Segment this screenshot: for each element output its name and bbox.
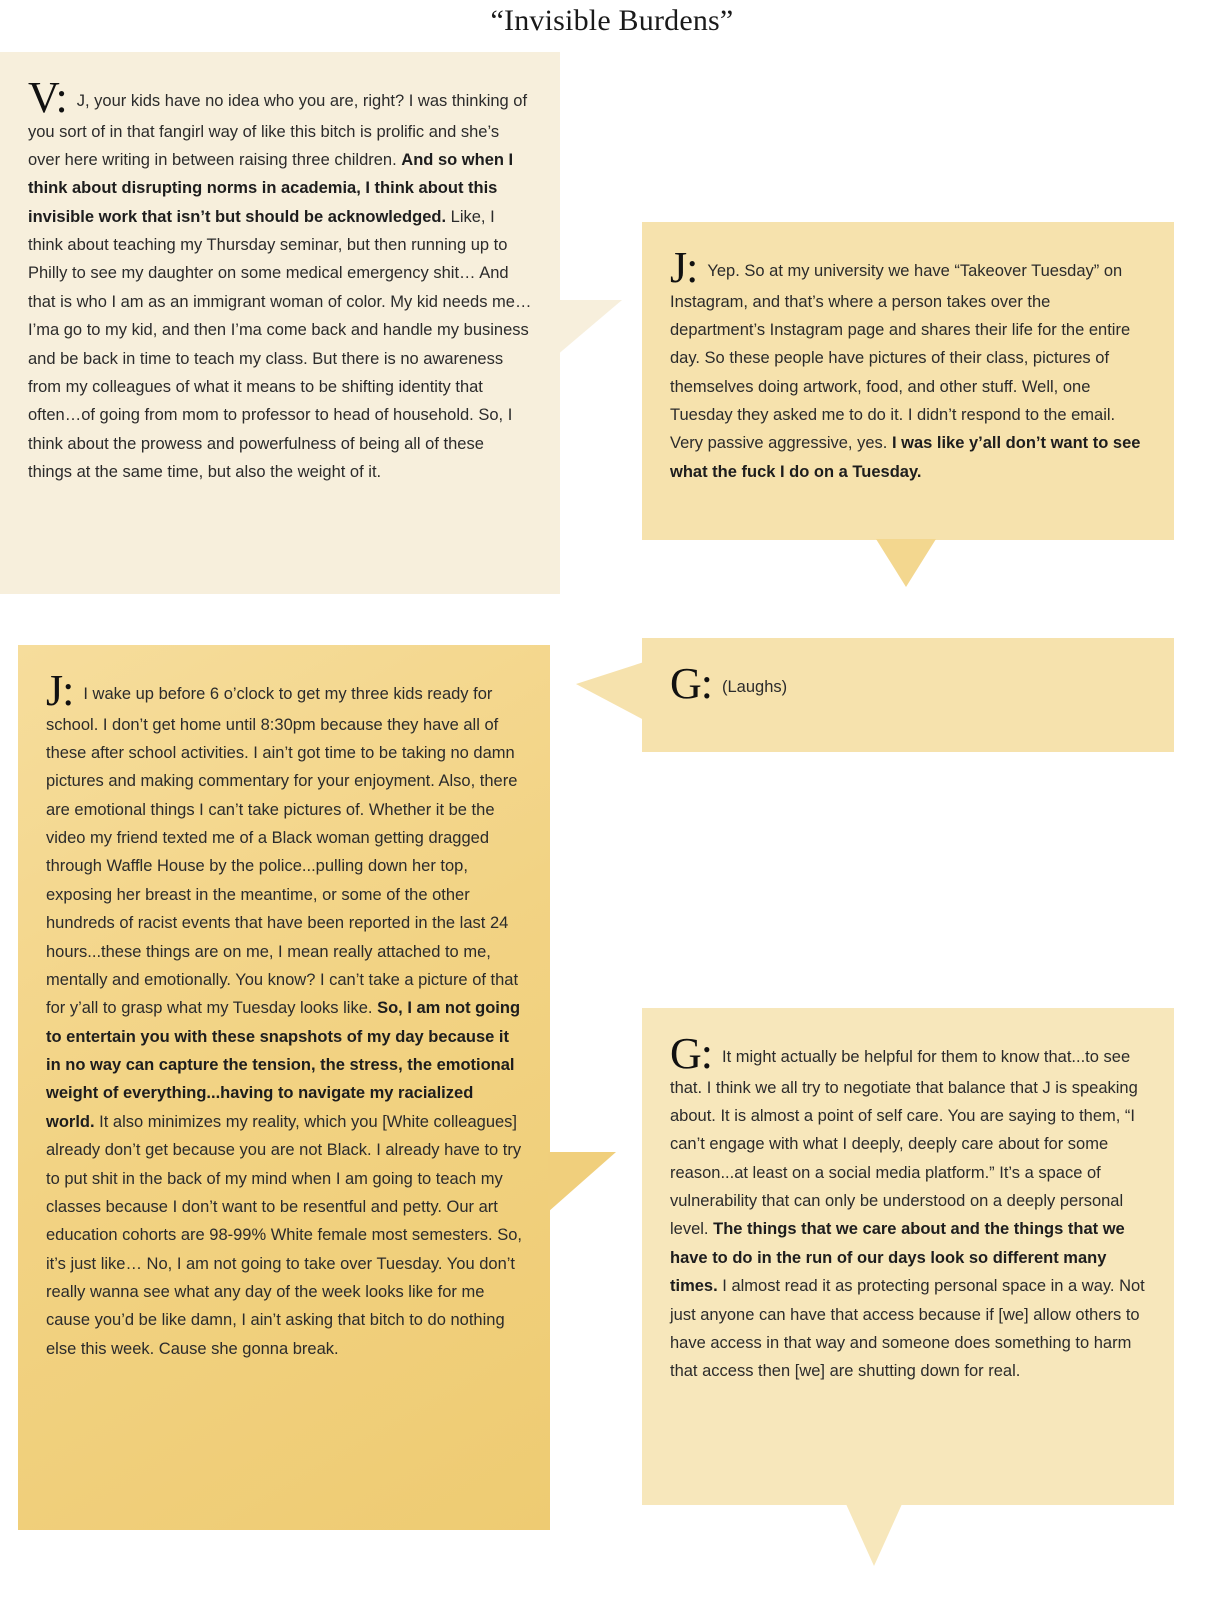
- bubble-tail-j1: [876, 539, 936, 587]
- quote-text-g2-part2: I almost read it as protecting personal space in a way. Not just anyone can have that access because if [we] allow others to have access in that way and someone does something to harm that access then [we] are shutting down for real.: [670, 1277, 1145, 1381]
- quote-text-g2-part1: It might actually be helpful for them to know that...to see that. I think we all try to negotiate that balance that J is speaking about. It is almost a point of self care. You are saying to them, “I can’t engage with what I deeply, deeply care about for some reason...at least on a social media platform.” It’s a space of vulnerability that can only be understood on a deeply personal level.: [670, 1048, 1138, 1239]
- bubble-tail-g2: [846, 1504, 902, 1566]
- bubble-tail-v: [556, 300, 622, 356]
- quote-text-g2-bold1: The things that we care about and the things that we have to do in the run of our days look so different many times.: [670, 1220, 1125, 1296]
- page-title: “Invisible Burdens”: [490, 4, 734, 37]
- speaker-label-g1: G:: [670, 659, 712, 708]
- speaker-label-v: V:: [28, 73, 67, 122]
- speaker-label-j2: J:: [46, 666, 74, 715]
- quote-bubble-v: [0, 52, 560, 594]
- quote-bubble-g2: [642, 1008, 1174, 1505]
- quote-text-g1-part1: (Laughs): [722, 678, 788, 696]
- quote-text-v-part1: J, your kids have no idea who you are, right? I was thinking of you sort of in that fangirl way of like this bitch is prolific and she’s over here writing in between raising three children.: [28, 92, 528, 169]
- speaker-label-g2: G:: [670, 1029, 712, 1078]
- quote-text-j1-bold1: I was like y’all don’t want to see what the fuck I do on a Tuesday.: [670, 434, 1141, 481]
- quote-text-j2-part2: It also minimizes my reality, which you [White colleagues] already don’t get because you are not Black. I already have to try to put shit in the back of my mind when I am going to teach my classes because I don’t want to be resentful and petty. Our art education cohorts are 98-99% White female most semesters. So, it’s just like… No, I am not going to take over Tuesday. You don’t really wanna see what any day of the week looks like for me cause you’d be like damn, I ain’t asking that bitch to do nothing else this week. Cause she gonna break.: [46, 1112, 522, 1358]
- bubble-tail-g1: [576, 662, 644, 720]
- quote-bubble-j2: [18, 645, 550, 1530]
- quote-text-j1-part1: Yep. So at my university we have “Takeover Tuesday” on Instagram, and that’s where a person takes over the department’s Instagram page and shares their life for the entire day. So these people have pictures of their class, pictures of themselves doing artwork, food, and other stuff. Well, one Tuesday they asked me to do it. I didn’t respond to the email. Very passive aggressive, yes.: [670, 262, 1131, 453]
- quote-text-j2-bold1: So, I am not going to entertain you with these snapshots of my day because it in no way can capture the tension, the stress, the emotional weight of everything...having to navigate my racialized world.: [46, 999, 521, 1131]
- quote-bubble-j1: [642, 222, 1174, 540]
- bubble-tail-j2: [548, 1152, 616, 1212]
- quote-text-j2-part1: I wake up before 6 o’clock to get my three kids ready for school. I don’t get home until 8:30pm because they have all of these after school activities. I ain’t got time to be taking no damn pictures and making commentary for your enjoyment. Also, there are emotional things I can’t take pictures of. Whether it be the video my friend texted me of a Black woman getting dragged through Waffle House by the police...pulling down her top, exposing her breast in the meantime, or some of the other hundreds of racist events that have been reported in the last 24 hours...these things are on me, I mean really attached to me, mentally and emotionally. You know? I can’t take a picture of that for y’all to grasp what my Tuesday looks like.: [46, 685, 519, 1018]
- speaker-label-j1: J:: [670, 243, 698, 292]
- quote-bubble-g1: [642, 638, 1174, 752]
- quote-text-v-bold1: And so when I think about disrupting norms in academia, I think about this invisible work that isn’t but should be acknowledged.: [28, 150, 514, 226]
- quote-text-v-part2: Like, I think about teaching my Thursday seminar, but then running up to Philly to see my daughter on some medical emergency shit… And that is who I am as an immigrant woman of color. My kid needs me… I’ma go to my kid, and then I’ma come back and handle my business and be back in time to teach my class. But there is no awareness from my colleagues of what it means to be shifting identity that often…of going from mom to professor to head of household. So, I think about the prowess and powerfulness of being all of these things at the same time, but also the weight of it.: [28, 207, 532, 482]
